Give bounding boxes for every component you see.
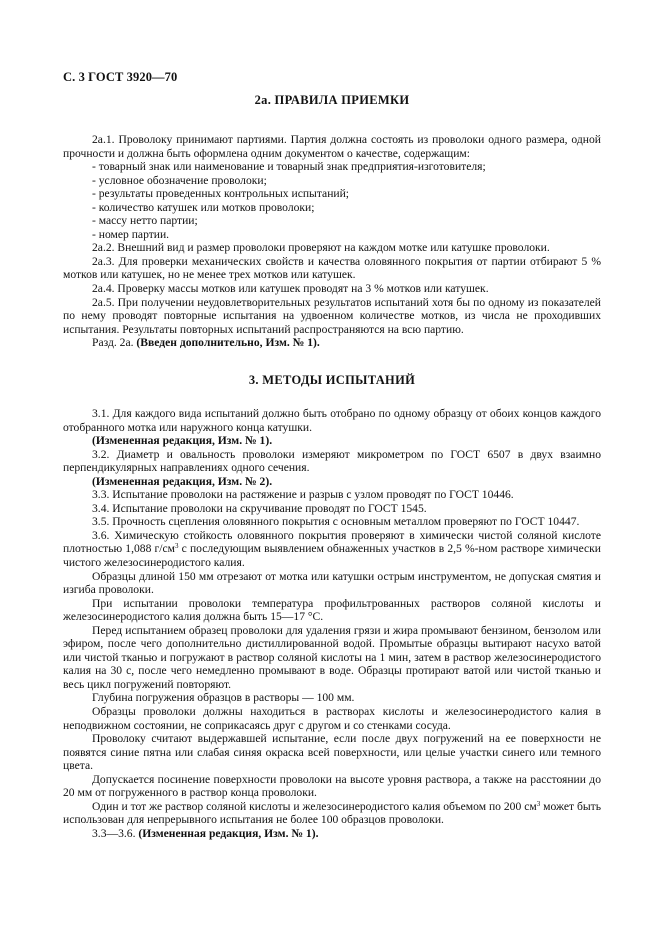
- paragraph-2a-3: 2а.3. Для проверки механических свойств и качества оловянного покрытия от партии отбирают 5 % мотков или катушек, но не менее трех мотков или катушек.: [63, 254, 601, 282]
- list-item: - товарный знак или наименование и товарный знак предприятия-изготовителя;: [92, 160, 486, 174]
- paragraph-washing: Перед испытанием образец проволоки для удаления грязи и жира промывают бензином, бензолом или эфиром, после чего дополнительно дистиллированной водой. Промытые образцы вытирают насухо ватой или чистой тканью и погружают в раствор соляной кислоты на 1 мин, затем в раствор железосинеродистого калия на 30 с, после чего немедленно промывают в воде. Образцы протирают ватой или чистой тканью и весь цикл погружений повторяют.: [63, 623, 601, 691]
- paragraph-3-2: 3.2. Диаметр и овальность проволоки измеряют микрометром по ГОСТ 6507 в двух взаимно перпендикулярных направлениях одного сечения.: [63, 447, 601, 475]
- list-item: - номер партии.: [92, 227, 170, 241]
- note-prefix: 3.3—3.6.: [92, 826, 139, 840]
- paragraph-allowed: Допускается посинение поверхности проволоки на высоте уровня раствора, а также на расстоянии до 20 мм от погруженного в раствор конца проволоки.: [63, 772, 601, 800]
- section-title-3: 3. МЕТОДЫ ИСПЫТАНИЙ: [248, 373, 416, 387]
- paragraph-2a-4: 2а.4. Проверку массы мотков или катушек проводят на 3 % мотков или катушек.: [92, 282, 489, 296]
- running-head: С. 3 ГОСТ 3920—70: [63, 70, 178, 84]
- amendment-note-2a: [63, 336, 601, 350]
- paragraph-2a-1: 2а.1. Проволоку принимают партиями. Партия должна состоять из проволоки одного размера, одной прочности и должна быть оформлена одним документом о качестве, содержащим:: [63, 133, 601, 160]
- list-item: - массу нетто партии;: [92, 214, 198, 228]
- note-bold: (Измененная редакция, Изм. № 1).: [138, 826, 319, 840]
- text-run: Один и тот же раствор соляной кислоты и железосинеродистого калия объемом по 200 см: [92, 799, 537, 813]
- paragraph-position: Образцы проволоки должны находиться в растворах кислоты и железосинеродистого калия в неподвижном состоянии, не соприкасаясь друг с другом и со стенками сосуда.: [63, 705, 601, 732]
- paragraph-depth: Глубина погружения образцов в растворы — 100 мм.: [92, 691, 355, 705]
- paragraph-2a-2: 2а.2. Внешний вид и размер проволоки проверяют на каждом мотке или катушке проволоки.: [92, 241, 550, 255]
- amendment-note-3-3-3-6: [63, 827, 601, 841]
- superscript: 3: [536, 799, 541, 808]
- note-prefix: Разд. 2а.: [92, 336, 137, 350]
- text-run: с последующим выявлением обнаженных участков в 2,5 %-ном растворе химически чистого железосинеродистого калия.: [63, 542, 601, 570]
- paragraph-reuse: [63, 800, 601, 827]
- paragraph-samples: Образцы длиной 150 мм отрезают от мотка или катушки острым инструментом, не допуская смятия и изгиба проволоки.: [63, 569, 601, 597]
- paragraph-2a-5: 2а.5. При получении неудовлетворительных результатов испытаний хотя бы по одному из показателей по нему проводят повторные испытания на удвоенном количестве мотков, из числа не проходивших испытания. Результаты повторных испытаний распространяются на всю партию.: [63, 295, 601, 336]
- paragraph-3-5: 3.5. Прочность сцепления оловянного покрытия с основным металлом проверяют по ГОСТ 10447.: [92, 515, 580, 529]
- text-run: 3.6. Химическую стойкость оловянного покрытия проверяют в химически чистой соляной кислоте плотностью 1,088 г/см: [63, 528, 601, 556]
- amendment-note-3-2: (Измененная редакция, Изм. № 2).: [92, 474, 273, 488]
- paragraph-3-3: 3.3. Испытание проволоки на растяжение и разрыв с узлом проводят по ГОСТ 10446.: [92, 488, 514, 502]
- section-title-2a: 2а. ПРАВИЛА ПРИЕМКИ: [254, 93, 410, 107]
- section-2a-body: [63, 133, 601, 350]
- paragraph-3-1: 3.1. Для каждого вида испытаний должно быть отобрано по одному образцу от обоих концов каждого отобранного мотка или наружного конца катушки.: [63, 407, 601, 434]
- list-item: - количество катушек или мотков проволоки;: [92, 200, 315, 214]
- amendment-note-3-1: (Измененная редакция, Изм. № 1).: [92, 434, 273, 448]
- paragraph-3-6: [63, 529, 601, 570]
- section-3-body: [63, 407, 601, 841]
- paragraph-temperature: При испытании проволоки температура профильтрованных растворов соляной кислоты и железосинеродистого калия должна быть 15—17 °С.: [63, 596, 601, 624]
- list-item: - условное обозначение проволоки;: [92, 173, 267, 187]
- paragraph-3-4: 3.4. Испытание проволоки на скручивание проводят по ГОСТ 1545.: [92, 501, 427, 515]
- list-item: - результаты проведенных контрольных испытаний;: [92, 187, 350, 201]
- paragraph-criteria: Проволоку считают выдержавшей испытание, если после двух погружений на ее поверхности не появятся синие пятна или слабая синяя окраска всей поверхности, или целые участки синего или темного цвета.: [63, 732, 601, 773]
- superscript: 3: [175, 542, 179, 551]
- note-bold: (Введен дополнительно, Изм. № 1).: [136, 336, 320, 350]
- text-run: может быть использован для непрерывного испытания не более 100 образцов проволоки.: [63, 799, 601, 827]
